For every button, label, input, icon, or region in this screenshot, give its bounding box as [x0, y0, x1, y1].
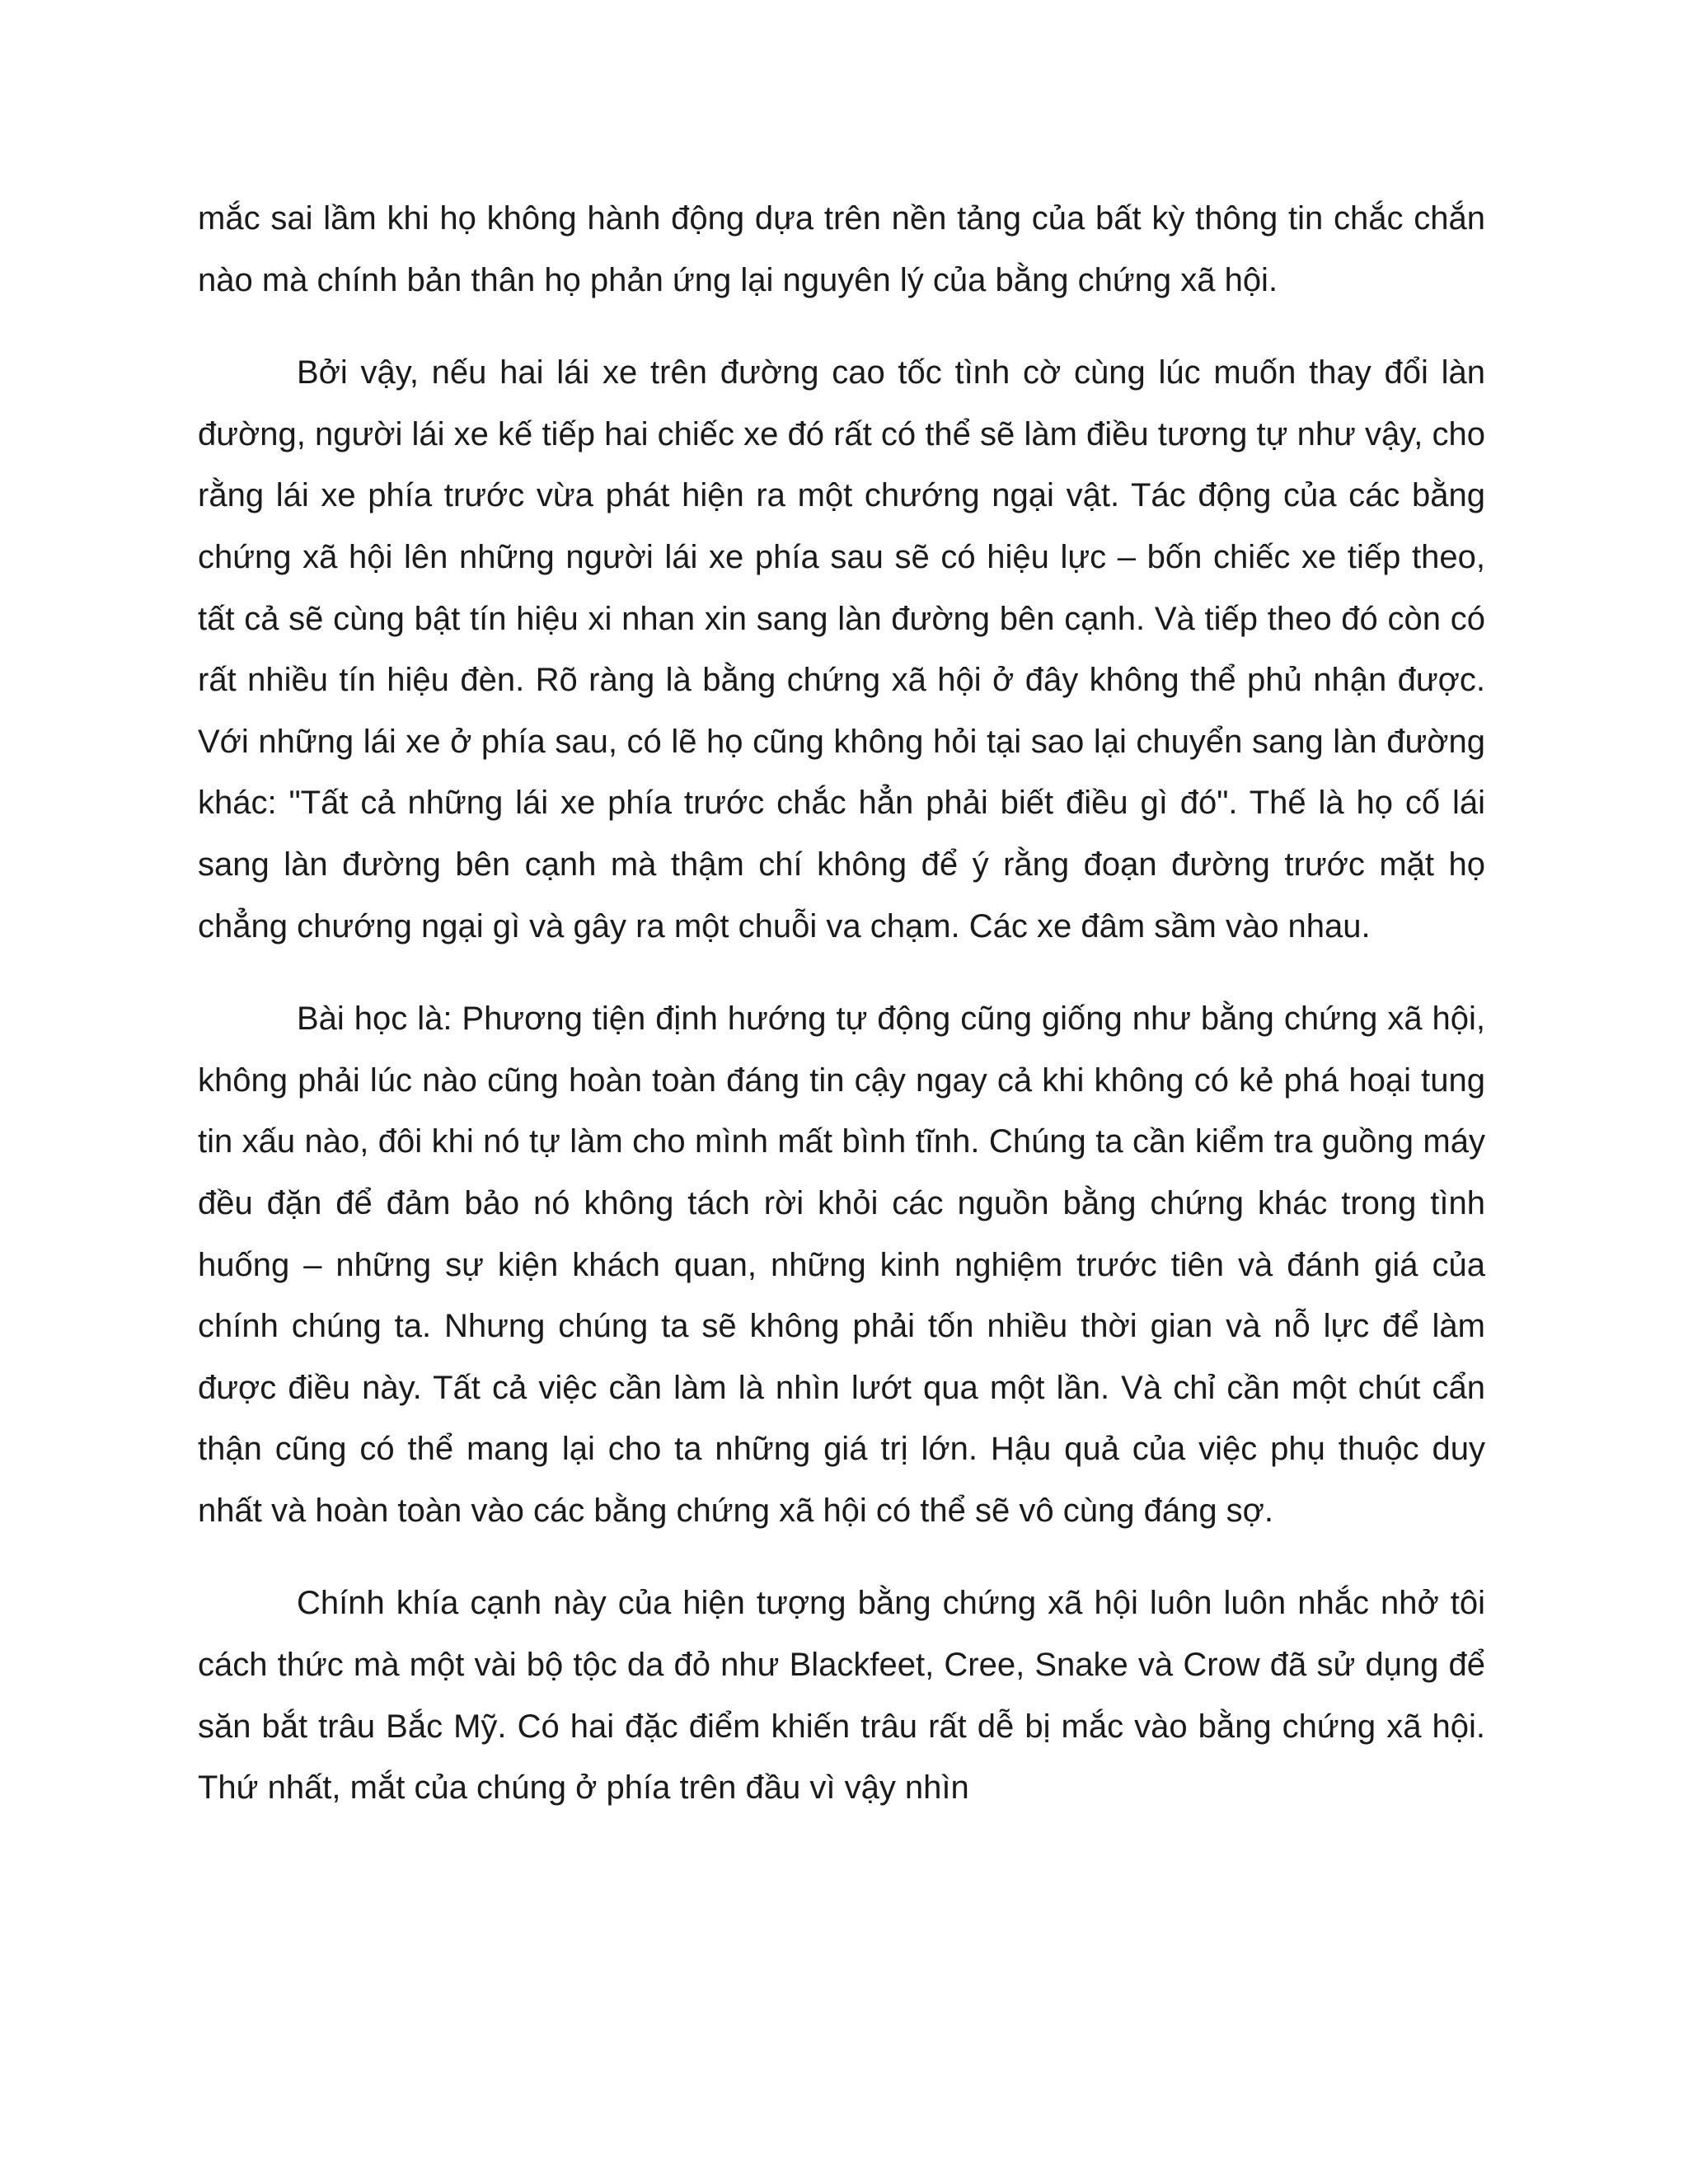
paragraph-2: Bởi vậy, nếu hai lái xe trên đường cao tốc tình cờ cùng lúc muốn thay đổi làn đường, người lái xe kế tiếp hai chiếc xe đó rất có thể sẽ làm điều tương tự như vậy, cho rằng lái xe phía trước vừa phát hiện ra một chướng ngại vật. Tác động của các bằng chứng xã hội lên những người lái xe phía sau sẽ có hiệu lực – bốn chiếc xe tiếp theo, tất cả sẽ cùng bật tín hiệu xi nhan xin sang làn đường bên cạnh. Và tiếp theo đó còn có rất nhiều tín hiệu đèn. Rõ ràng là bằng chứng xã hội ở đây không thể phủ nhận được. Với những lái xe ở phía sau, có lẽ họ cũng không hỏi tại sao lại chuyển sang làn đường khác: "Tất cả những lái xe phía trước chắc hẳn phải biết điều gì đó". Thế là họ cố lái sang làn đường bên cạnh mà thậm chí không để ý rằng đoạn đường trước mặt họ chẳng chướng ngại gì và gây ra một chuỗi va chạm. Các xe đâm sầm vào nhau. [198, 354, 1485, 944]
paragraph-4: Chính khía cạnh này của hiện tượng bằng chứng xã hội luôn luôn nhắc nhở tôi cách thức mà một vài bộ tộc da đỏ như Blackfeet, Cree, Snake và Crow đã sử dụng để săn bắt trâu Bắc Mỹ. Có hai đặc điểm khiến trâu rất dễ bị mắc vào bằng chứng xã hội. Thứ nhất, mắt của chúng ở phía trên đầu vì vậy nhìn [198, 1585, 1485, 1807]
paragraph-1: mắc sai lầm khi họ không hành động dựa trên nền tảng của bất kỳ thông tin chắc chắn nào mà chính bản thân họ phản ứng lại nguyên lý của bằng chứng xã hội. [198, 200, 1485, 298]
paragraph-3: Bài học là: Phương tiện định hướng tự động cũng giống như bằng chứng xã hội, không phải lúc nào cũng hoàn toàn đáng tin cậy ngay cả khi không có kẻ phá hoại tung tin xấu nào, đôi khi nó tự làm cho mình mất bình tĩnh. Chúng ta cần kiểm tra guồng máy đều đặn để đảm bảo nó không tách rời khỏi các nguồn bằng chứng khác trong tình huống – những sự kiện khách quan, những kinh nghiệm trước tiên và đánh giá của chính chúng ta. Nhưng chúng ta sẽ không phải tốn nhiều thời gian và nỗ lực để làm được điều này. Tất cả việc cần làm là nhìn lướt qua một lần. Và chỉ cần một chút cẩn thận cũng có thể mang lại cho ta những giá trị lớn. Hậu quả của việc phụ thuộc duy nhất và hoàn toàn vào các bằng chứng xã hội có thể sẽ vô cùng đáng sợ. [198, 1001, 1485, 1529]
body-text [198, 188, 1485, 1850]
